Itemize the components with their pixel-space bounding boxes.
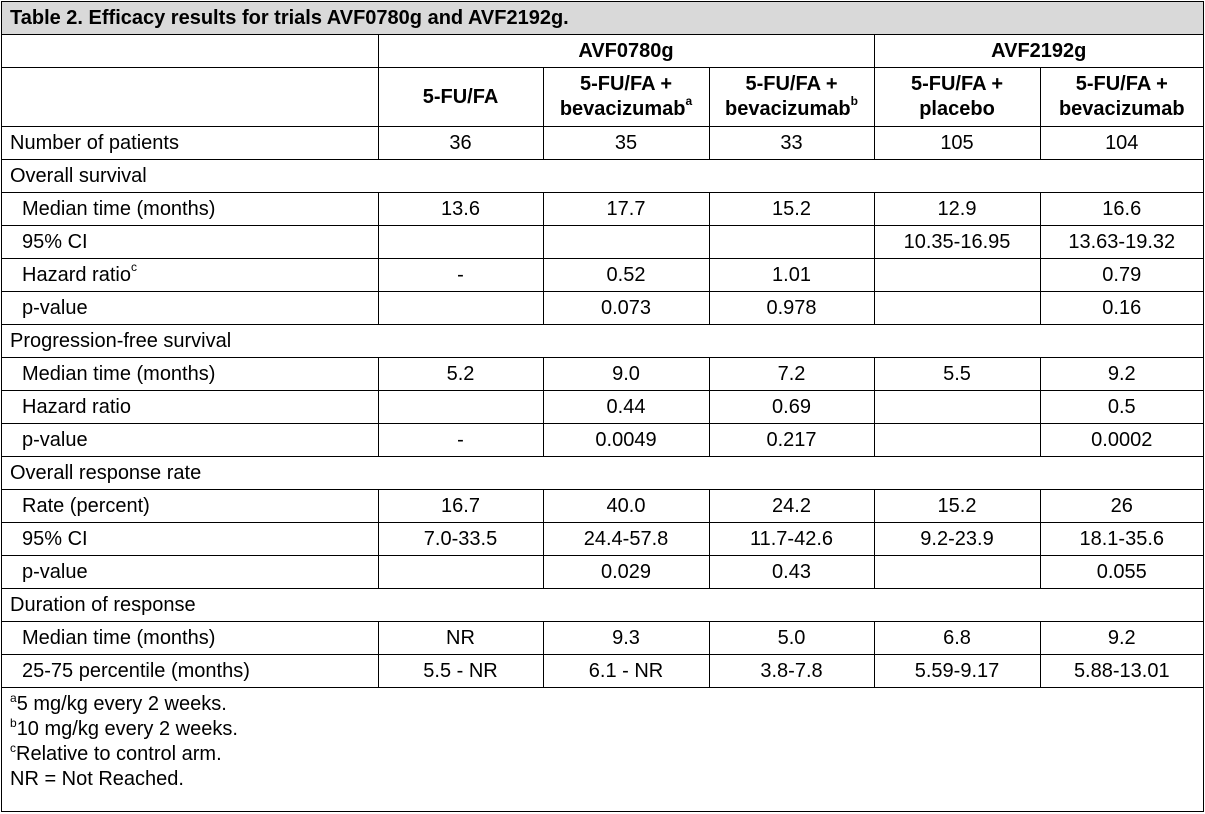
footnote (10, 742, 1195, 767)
column-header-line1: 5-FU/FA + (1075, 73, 1168, 95)
table-cell (874, 292, 1040, 325)
table-cell: 11.7-42.6 (709, 523, 874, 556)
row-label-cell (2, 556, 378, 589)
table-row (2, 391, 1203, 424)
section-row (2, 325, 1203, 358)
group-header-avf0780g: AVF0780g (378, 35, 874, 68)
table-cell (874, 556, 1040, 589)
table-cell: 33 (709, 127, 874, 160)
table-row (2, 556, 1203, 589)
row-label-cell (2, 226, 378, 259)
column-header-line2: bevacizumab (1058, 98, 1185, 120)
column-header-line1: 5-FU/FA + (745, 73, 838, 95)
table-cell: 7.2 (709, 358, 874, 391)
row-label: Hazard ratio (22, 264, 131, 286)
table-cell: 24.2 (709, 490, 874, 523)
row-label: 95% CI (22, 231, 88, 253)
table-cell: 3.8-7.8 (709, 655, 874, 688)
table-row (2, 127, 1203, 160)
footnote-mark: a (10, 691, 17, 706)
row-label: Median time (months) (22, 627, 216, 649)
row-label-cell (2, 622, 378, 655)
table-title: Table 2. Efficacy results for trials AVF0780g and AVF2192g. (2, 2, 1203, 35)
section-row (2, 457, 1203, 490)
table-row (2, 490, 1203, 523)
table-row (2, 622, 1203, 655)
table-cell (378, 292, 543, 325)
table-cell: 0.43 (709, 556, 874, 589)
table-cell: - (378, 259, 543, 292)
section-label: Overall survival (2, 160, 1203, 193)
table-cell: 13.63-19.32 (1040, 226, 1203, 259)
footnote-text: NR = Not Reached. (10, 768, 184, 790)
footnote-text: 10 mg/kg every 2 weeks. (16, 718, 238, 740)
column-header-line2: placebo (919, 98, 995, 120)
footnote-marker: c (130, 260, 137, 275)
table-cell: 10.35-16.95 (874, 226, 1040, 259)
table-cell: 0.44 (543, 391, 709, 424)
footnote-marker: b (850, 94, 858, 109)
table-cell: 6.1 - NR (543, 655, 709, 688)
section-label: Duration of response (2, 589, 1203, 622)
table-cell: 9.2 (1040, 358, 1203, 391)
row-label: 95% CI (22, 528, 88, 550)
section-label: Progression-free survival (2, 325, 1203, 358)
row-label-cell (2, 655, 378, 688)
table-cell (543, 226, 709, 259)
table-cell: 5.0 (709, 622, 874, 655)
table-cell: 104 (1040, 127, 1203, 160)
table-body (2, 2, 1203, 688)
row-label-cell (2, 127, 378, 160)
table-cell: 5.59-9.17 (874, 655, 1040, 688)
table-cell: 0.52 (543, 259, 709, 292)
table-cell: 26 (1040, 490, 1203, 523)
column-header-1 (378, 68, 543, 127)
efficacy-table (2, 2, 1203, 688)
table-row (2, 226, 1203, 259)
table-row (2, 358, 1203, 391)
table-cell (874, 391, 1040, 424)
table-cell: 9.0 (543, 358, 709, 391)
table-row (2, 655, 1203, 688)
table-row (2, 523, 1203, 556)
footnote-mark: b (10, 716, 17, 731)
row-label-cell (2, 193, 378, 226)
row-label: Rate (percent) (22, 495, 150, 517)
row-label: p-value (22, 561, 88, 583)
row-label: Hazard ratio (22, 396, 131, 418)
table-cell: 13.6 (378, 193, 543, 226)
table-cell: 0.055 (1040, 556, 1203, 589)
efficacy-table-figure (1, 1, 1204, 812)
table-cell (874, 259, 1040, 292)
table-cell: 17.7 (543, 193, 709, 226)
column-header-5 (1040, 68, 1203, 127)
section-row (2, 589, 1203, 622)
footnote-text: 5 mg/kg every 2 weeks. (16, 693, 227, 715)
row-label-cell (2, 424, 378, 457)
row-label-cell (2, 391, 378, 424)
footnote (10, 692, 1195, 717)
footnote-marker: a (685, 94, 693, 109)
column-header-line2: bevacizumab (559, 98, 686, 120)
column-header-line1: 5-FU/FA + (579, 73, 673, 95)
table-row (2, 193, 1203, 226)
table-cell: 5.2 (378, 358, 543, 391)
footnotes (2, 688, 1203, 792)
table-cell: 16.6 (1040, 193, 1203, 226)
table-cell: 0.073 (543, 292, 709, 325)
group-header-row (2, 35, 1203, 68)
table-cell: NR (378, 622, 543, 655)
table-cell: 35 (543, 127, 709, 160)
table-cell: - (378, 424, 543, 457)
table-cell: 0.217 (709, 424, 874, 457)
column-header-line1: 5-FU/FA + (910, 73, 1004, 95)
table-cell: 40.0 (543, 490, 709, 523)
row-label: p-value (22, 429, 88, 451)
table-cell: 0.5 (1040, 391, 1203, 424)
table-cell: 18.1-35.6 (1040, 523, 1203, 556)
row-label: p-value (22, 297, 88, 319)
row-label: Number of patients (10, 132, 179, 154)
table-cell: 15.2 (709, 193, 874, 226)
row-label: Median time (months) (22, 363, 216, 385)
table-cell: 0.978 (709, 292, 874, 325)
table-cell: 5.88-13.01 (1040, 655, 1203, 688)
column-header-2 (543, 68, 709, 127)
table-cell: 1.01 (709, 259, 874, 292)
row-label-cell (2, 358, 378, 391)
table-row (2, 424, 1203, 457)
table-cell: 0.79 (1040, 259, 1203, 292)
footnote (10, 717, 1195, 742)
table-cell: 7.0-33.5 (378, 523, 543, 556)
table-cell: 9.2-23.9 (874, 523, 1040, 556)
table-cell (378, 391, 543, 424)
table-cell (709, 226, 874, 259)
table-cell: 36 (378, 127, 543, 160)
table-cell: 12.9 (874, 193, 1040, 226)
row-label-cell (2, 292, 378, 325)
table-cell (378, 226, 543, 259)
table-cell: 15.2 (874, 490, 1040, 523)
table-cell: 0.0002 (1040, 424, 1203, 457)
column-header-4 (874, 68, 1040, 127)
table-cell: 9.3 (543, 622, 709, 655)
table-row (2, 292, 1203, 325)
table-cell: 0.029 (543, 556, 709, 589)
table-cell: 24.4-57.8 (543, 523, 709, 556)
table-cell: 6.8 (874, 622, 1040, 655)
table-row (2, 259, 1203, 292)
table-cell: 0.69 (709, 391, 874, 424)
row-label-cell (2, 259, 378, 292)
table-cell: 0.16 (1040, 292, 1203, 325)
column-header-line1: 5-FU/FA (422, 85, 499, 108)
title-row (2, 2, 1203, 35)
row-label-cell (2, 490, 378, 523)
column-header-row (2, 68, 1203, 127)
footnote-text: Relative to control arm. (16, 743, 222, 765)
column-header-3 (709, 68, 874, 127)
group-header-blank (2, 35, 378, 68)
column-header-line2: bevacizumab (725, 98, 851, 120)
table-cell (378, 556, 543, 589)
table-cell (874, 424, 1040, 457)
footnote-mark: c (10, 741, 16, 756)
column-header-blank (2, 68, 378, 127)
table-cell: 105 (874, 127, 1040, 160)
footnote (10, 767, 1195, 792)
section-label: Overall response rate (2, 457, 1203, 490)
table-cell: 5.5 - NR (378, 655, 543, 688)
table-cell: 0.0049 (543, 424, 709, 457)
table-cell: 9.2 (1040, 622, 1203, 655)
section-row (2, 160, 1203, 193)
table-cell: 16.7 (378, 490, 543, 523)
row-label-cell (2, 523, 378, 556)
row-label: Median time (months) (22, 198, 216, 220)
group-header-avf2192g: AVF2192g (874, 35, 1203, 68)
table-cell: 5.5 (874, 358, 1040, 391)
row-label: 25-75 percentile (months) (22, 660, 250, 682)
